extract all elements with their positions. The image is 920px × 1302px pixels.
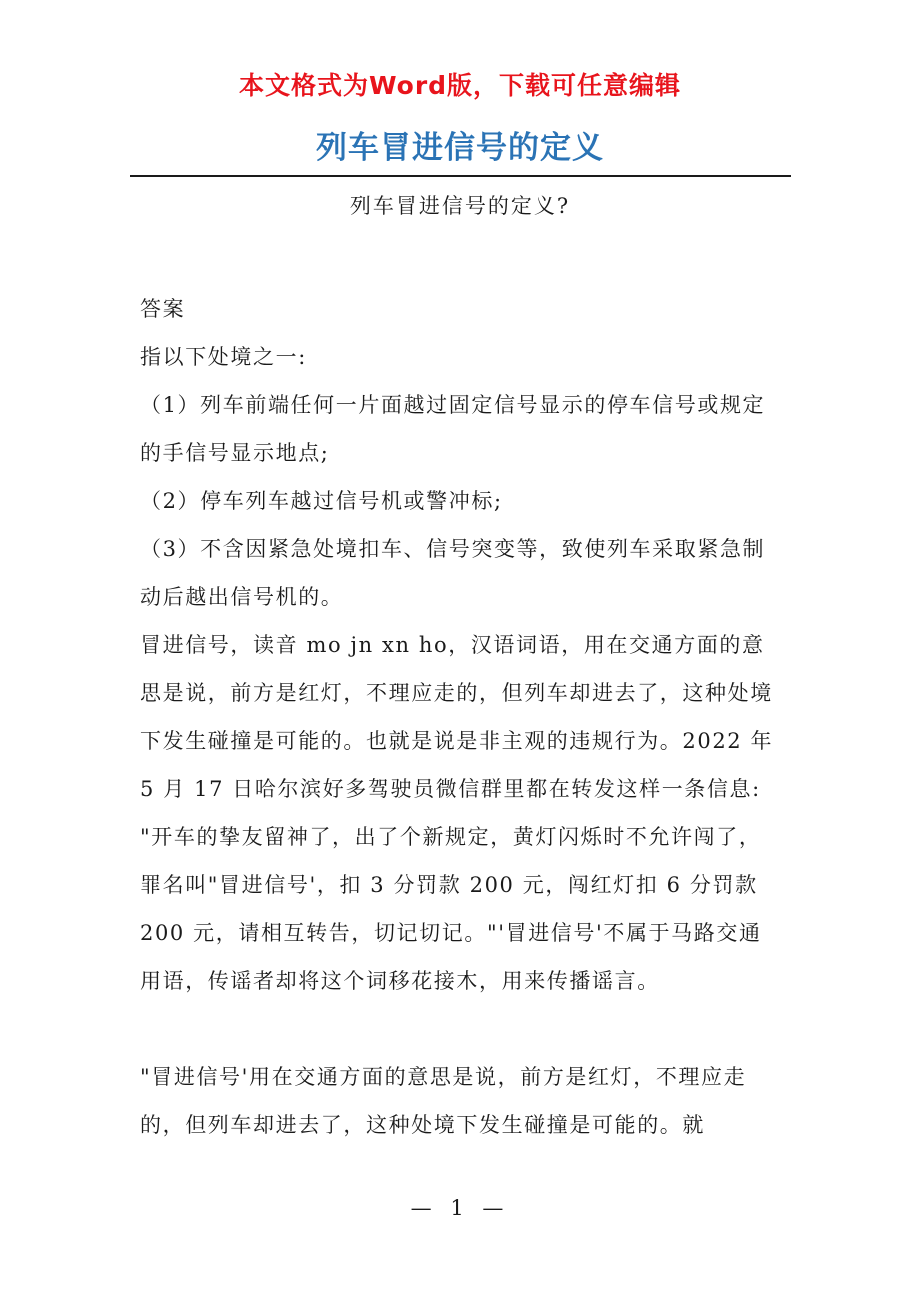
document-body	[140, 285, 784, 1149]
answer-label: 答案	[140, 297, 186, 321]
question-heading: 列车冒进信号的定义?	[349, 194, 571, 218]
document-title: 列车冒进信号的定义	[316, 130, 604, 166]
body-paragraph: 冒进信号，读音 mo jn xn ho，汉语词语，用在交通方面的意思是说，前方是红灯，不理应走的，但列车却进去了，这种处境下发生碰撞是可能的。也就是说是非主观的违规行为。2022 年 5 月 17 日哈尔滨好多驾驶员微信群里都在转发这样一条信息: "开车的挚友留神了，出了个新规定，黄灯闪烁时不允许闯了，罪名叫"冒进信号'，扣 3 分罚款 200 元，闯红灯扣 6 分罚款 200 元，请相互转告，切记切记。"'冒进信号'不属于马路交通用语，传谣者却将这个词移花接木，用来传播谣言。	[140, 633, 774, 993]
title-divider	[130, 175, 791, 177]
format-banner: 本文格式为Word版，下载可任意编辑	[238, 71, 682, 100]
condition-item-3: （3）不含因紧急处境扣车、信号突变等，致使列车采取紧急制动后越出信号机的。	[140, 537, 766, 609]
condition-item-2: （2）停车列车越过信号机或警冲标;	[140, 489, 503, 513]
body-paragraph-continued: "冒进信号'用在交通方面的意思是说，前方是红灯，不理应走的，但列车却进去了，这种处境下发生碰撞是可能的。就	[140, 1065, 747, 1137]
condition-item-1: （1）列车前端任何一片面越过固定信号显示的停车信号或规定的手信号显示地点;	[140, 393, 766, 465]
definition-intro: 指以下处境之一:	[140, 345, 307, 369]
page-number: — 1 —	[410, 1196, 510, 1220]
